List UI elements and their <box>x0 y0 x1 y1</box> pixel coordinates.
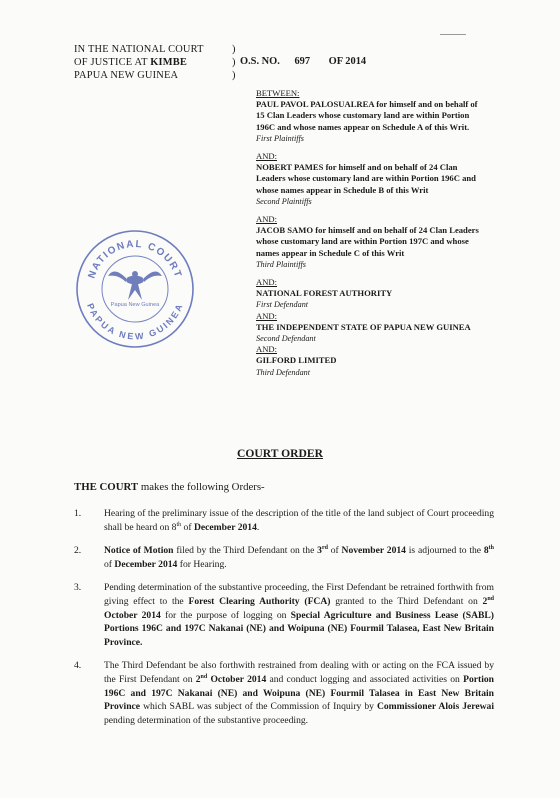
scan-mark <box>440 34 466 35</box>
paren-3: ) <box>232 70 236 81</box>
court-seal-stamp <box>74 228 196 350</box>
order-text: Hearing of the preliminary issue of the description of the title of the land subject of Court proceeding shall be heard on 8th of December 2014. <box>104 508 494 533</box>
second-defendant: THE INDEPENDENT STATE OF PAPUA NEW GUINEA <box>256 321 471 332</box>
order-item <box>74 659 494 727</box>
second-plaintiff-role: Second Plaintiffs <box>256 196 312 206</box>
seal-bottom-text: PAPUA NEW GUINEA <box>85 301 185 342</box>
order-item <box>74 581 494 649</box>
first-plaintiff: PAUL PAVOL PALOSUALREA for himself and on behalf of 15 Clan Leaders whose customary land are within Portion 196C and whose names appear on Schedule A of this Writ. <box>256 99 478 132</box>
and-label: AND: <box>256 344 278 355</box>
proceeding-number <box>240 56 366 67</box>
order-number: 4. <box>74 660 82 672</box>
third-plaintiff: JACOB SAMO for himself and on behalf of 24 Clan Leaders whose customary land are within Portion 197C and whose names appear in Schedule C of this Writ <box>256 225 479 258</box>
parties-block <box>256 88 486 378</box>
court-line-1: IN THE NATIONAL COURT <box>74 44 204 55</box>
first-defendant: NATIONAL FOREST AUTHORITY <box>256 288 393 299</box>
second-plaintiff: NOBERT PAMES for himself and on behalf of 24 Clan Leaders whose customary land are within Portion 196C and whose names appear in Schedule B of this Writ <box>256 162 476 195</box>
and-label: AND: <box>256 214 278 225</box>
proceeding-label: O.S. NO. <box>240 56 280 67</box>
court-line-3: PAPUA NEW GUINEA <box>74 70 179 81</box>
first-defendant-role: First Defendant <box>256 300 309 310</box>
order-intro <box>74 481 265 493</box>
paren-2: ) <box>232 57 236 68</box>
order-item <box>74 507 494 534</box>
order-item <box>74 544 494 571</box>
intro-court: THE COURT <box>74 481 139 493</box>
bird-of-paradise-emblem <box>108 271 162 300</box>
third-defendant-role: Third Defendant <box>256 367 311 377</box>
and-label: AND: <box>256 151 278 162</box>
order-text: Pending determination of the substantive proceeding, the First Defendant be retrained forthwith from giving effect to the Forest Clearing Authority (FCA) granted to the Third Defendant on 2nd October 2014 for the purpose of logging on Special Agriculture and Business Lease (SABL) Portions 196C and 197C Nakanai (NE) and Woipuna (NE) Fourmil Talasea, East New Britain Province. <box>104 582 494 648</box>
order-number: 3. <box>74 582 82 594</box>
proceeding-no: 697 <box>294 56 311 67</box>
and-label: AND: <box>256 277 278 288</box>
seal-top-text: NATIONAL COURT <box>86 238 184 280</box>
order-number: 1. <box>74 508 82 519</box>
seal-center-text: Papua New Guinea <box>110 302 160 308</box>
paren-1: ) <box>232 44 236 55</box>
second-defendant-role: Second Defendant <box>256 334 316 344</box>
heading-parens <box>232 43 235 82</box>
orders-list <box>74 507 494 737</box>
third-defendant: GILFORD LIMITED <box>256 355 337 366</box>
order-text: Notice of Motion filed by the Third Defendant on the 3rd of November 2014 is adjourned to the 8th of December 2014 for Hearing. <box>104 545 494 570</box>
court-heading <box>74 43 204 82</box>
first-plaintiff-role: First Plaintiffs <box>256 133 304 143</box>
intro-rest: makes the following Orders- <box>138 481 265 493</box>
court-line-2: OF JUSTICE AT KIMBE <box>74 57 188 68</box>
court-place: KIMBE <box>150 57 188 68</box>
between-label: BETWEEN: <box>256 88 300 98</box>
third-plaintiff-role: Third Plaintiffs <box>256 259 306 269</box>
and-label: AND: <box>256 310 278 321</box>
document-title: COURT ORDER <box>236 447 324 460</box>
order-text: The Third Defendant be also forthwith restrained from dealing with or acting on the FCA issued by the First Defendant on 2nd October 2014 and conduct logging and associated activities on Portion 196C and 197C Nakanai (NE) and Woipuna (NE) Fourmil Talasea in East New Britain Province which SABL was subject of the Commission of Inquiry by Commissioner Alois Jerewai pending determination of the substantive proceeding. <box>104 660 494 726</box>
proceeding-year: OF 2014 <box>328 56 367 67</box>
order-number: 2. <box>74 545 82 557</box>
